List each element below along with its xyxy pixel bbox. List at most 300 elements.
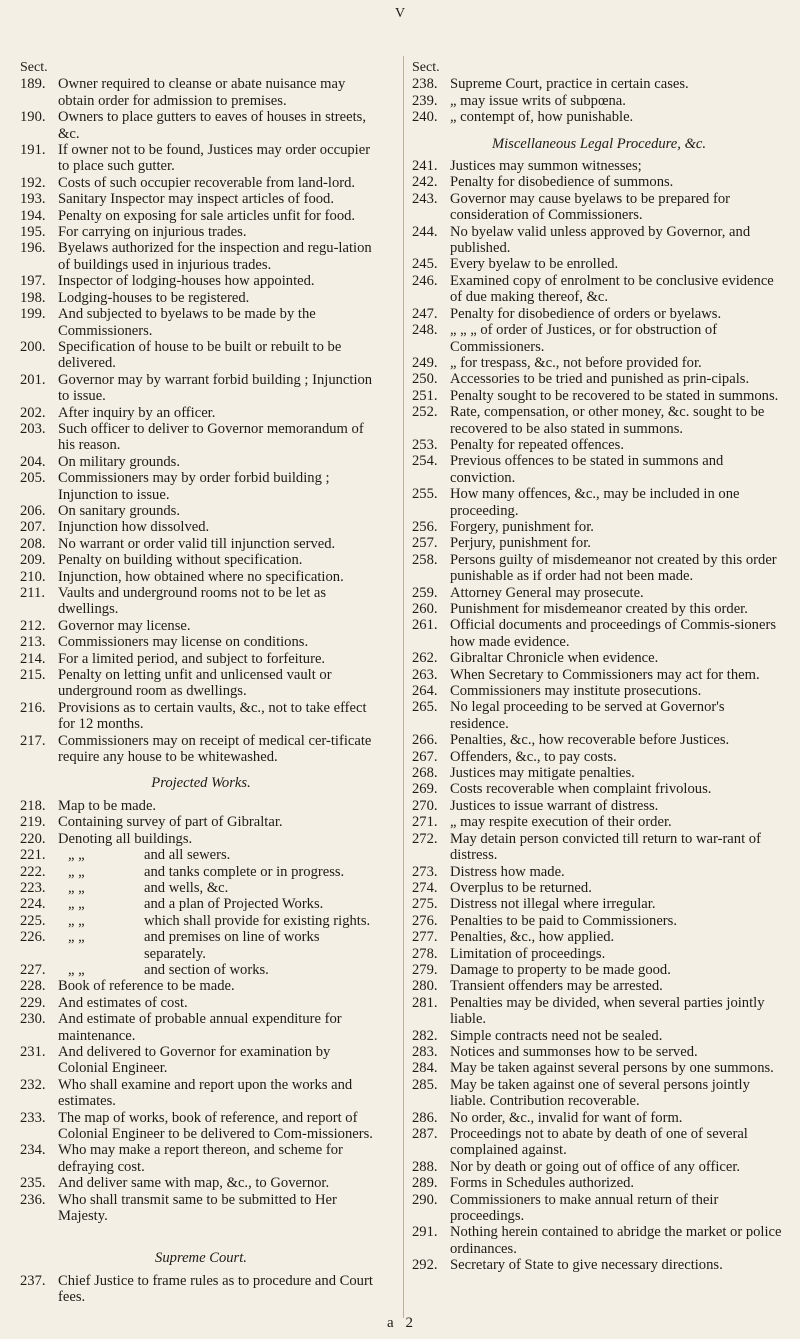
- section-number: 202.: [20, 404, 46, 421]
- section-text: Such officer to deliver to Governor memorandum of his reason.: [58, 420, 364, 454]
- section-text: After inquiry by an officer.: [58, 404, 216, 421]
- section-number: 288.: [412, 1158, 438, 1175]
- section-entry: [412, 978, 786, 994]
- section-text: Containing survey of part of Gibraltar.: [58, 814, 283, 831]
- section-entry: [412, 486, 786, 519]
- section-number: 189.: [20, 76, 46, 93]
- section-text: and premises on line of works separately.: [144, 929, 320, 962]
- section-entry: [412, 355, 786, 371]
- section-entry: [412, 1175, 786, 1191]
- section-text: Specification of house to be built or rebuilt to be delivered.: [58, 338, 342, 372]
- section-text: Damage to property to be made good.: [450, 961, 671, 978]
- section-entry: [20, 1175, 382, 1191]
- section-number: 285.: [412, 1076, 438, 1093]
- section-text: For a limited period, and subject to forfeiture.: [58, 650, 326, 667]
- section-number: 198.: [20, 289, 46, 306]
- section-number: 207.: [20, 519, 46, 536]
- section-entry: [20, 273, 382, 289]
- section-text: And estimate of probable annual expenditure for maintenance.: [58, 1011, 342, 1044]
- section-text: Lodging-houses to be registered.: [58, 289, 250, 306]
- section-entry: [20, 814, 382, 830]
- section-text: which shall provide for existing rights.: [144, 912, 371, 929]
- section-text: „ contempt of, how punishable.: [450, 109, 634, 126]
- section-text: Provisions as to certain vaults, &c., not to take effect for 12 months.: [58, 699, 367, 733]
- ditto-marks: „ „: [68, 912, 85, 929]
- section-entry: [20, 1011, 382, 1044]
- section-number: 240.: [412, 109, 438, 126]
- projected-entry-list: [20, 798, 382, 847]
- left-entry-list-2: [20, 978, 382, 1224]
- section-text: Simple contracts need not be sealed.: [450, 1027, 663, 1044]
- section-number: 210.: [20, 568, 46, 585]
- page-footer: [0, 1315, 800, 1332]
- section-number: 215.: [20, 667, 46, 684]
- sect-label-right: Sect.: [412, 60, 440, 75]
- section-entry: [412, 1044, 786, 1060]
- section-text: Penalty for disobedience of orders or byelaws.: [450, 305, 722, 322]
- section-number: 209.: [20, 552, 46, 569]
- heading-misc-legal: Miscellaneous Legal Procedure, &c.: [491, 135, 707, 152]
- footer-signature: a: [387, 1315, 394, 1331]
- section-entry: [20, 667, 382, 700]
- section-entry: [412, 1224, 786, 1257]
- section-entry: [412, 453, 786, 486]
- section-text: Perjury, punishment for.: [450, 535, 591, 552]
- section-text: „ may respite execution of their order.: [450, 814, 672, 831]
- section-text: May detain person convicted till return to war-rant of distress.: [450, 830, 761, 864]
- section-number: 261.: [412, 617, 438, 634]
- section-entry: [412, 437, 786, 453]
- section-text: Penalty for repeated offences.: [450, 436, 624, 453]
- section-number: 252.: [412, 404, 438, 421]
- section-entry: [20, 339, 382, 372]
- section-entry: [20, 962, 382, 978]
- section-number: 235.: [20, 1175, 46, 1192]
- section-text: Book of reference to be made.: [58, 978, 235, 995]
- section-text: Commissioners may institute prosecutions.: [450, 683, 702, 700]
- section-text: May be taken against one of several persons jointly liable. Contribution recoverable.: [450, 1076, 750, 1110]
- section-number: 255.: [412, 486, 438, 503]
- section-number: 243.: [412, 190, 438, 207]
- section-text: The map of works, book of reference, and report of Colonial Engineer to be delivered to Com-missioners.: [58, 1109, 373, 1142]
- left-entry-list: [20, 76, 382, 765]
- section-text: Proceedings not to abate by death of one of several complained against.: [450, 1126, 748, 1159]
- section-text: Forms in Schedules authorized.: [450, 1175, 635, 1192]
- section-text: Denoting all buildings.: [58, 830, 193, 847]
- section-text: Every byelaw to be enrolled.: [450, 256, 619, 273]
- section-text: „ for trespass, &c., not before provided for.: [450, 354, 702, 371]
- section-number: 284.: [412, 1060, 438, 1077]
- right-entry-list: [412, 76, 786, 125]
- section-text: Official documents and proceedings of Commis-sioners how made evidence.: [450, 617, 776, 650]
- section-number: 238.: [412, 76, 438, 93]
- section-number: 286.: [412, 1109, 438, 1126]
- section-entry: [20, 585, 382, 618]
- section-entry: [20, 896, 382, 912]
- section-entry: [412, 1110, 786, 1126]
- section-entry: [412, 781, 786, 797]
- section-entry: [20, 454, 382, 470]
- section-text: Penalties to be paid to Commissioners.: [450, 912, 677, 929]
- section-text: Previous offences to be stated in summons and conviction.: [450, 453, 724, 486]
- section-number: 268.: [412, 765, 438, 782]
- section-text: Persons guilty of misdemeanor not created by this order punishable as if order had not been made.: [450, 551, 777, 585]
- section-entry: [412, 864, 786, 880]
- section-number: 234.: [20, 1142, 46, 1159]
- section-entry: [20, 1142, 382, 1175]
- section-entry: [412, 191, 786, 224]
- section-number: 251.: [412, 387, 438, 404]
- section-number: 214.: [20, 650, 46, 667]
- section-entry: [20, 1273, 382, 1306]
- section-text: Nor by death or going out of office of any officer.: [450, 1158, 741, 1175]
- heading-supreme-court: Supreme Court.: [155, 1250, 247, 1267]
- section-entry: [412, 962, 786, 978]
- section-number: 250.: [412, 371, 438, 388]
- section-number: 201.: [20, 371, 46, 388]
- section-entry: [412, 946, 786, 962]
- section-number: 280.: [412, 978, 438, 995]
- section-number: 239.: [412, 92, 438, 109]
- section-number: 242.: [412, 174, 438, 191]
- ditto-marks: „ „: [68, 863, 85, 880]
- section-number: 231.: [20, 1043, 46, 1060]
- section-number: 256.: [412, 518, 438, 535]
- section-text: Penalty sought to be recovered to be stated in summons.: [450, 387, 779, 404]
- section-text: Distress how made.: [450, 863, 565, 880]
- section-number: 290.: [412, 1191, 438, 1208]
- section-entry: [412, 995, 786, 1028]
- section-text: Penalty for disobedience of summons.: [450, 174, 674, 191]
- section-text: Governor may license.: [58, 617, 191, 634]
- section-number: 206.: [20, 502, 46, 519]
- section-text: Examined copy of enrolment to be conclusive evidence of due making thereof, &c.: [450, 272, 774, 306]
- section-entry: [412, 109, 786, 125]
- section-number: 232.: [20, 1076, 46, 1093]
- section-text: Justices to issue warrant of distress.: [450, 797, 659, 814]
- section-text: Limitation of proceedings.: [450, 945, 606, 962]
- section-number: 196.: [20, 240, 46, 257]
- section-entry: [20, 913, 382, 929]
- section-number: 248.: [412, 322, 438, 339]
- section-text: Governor may by warrant forbid building ; Injunction to issue.: [58, 371, 373, 405]
- section-number: 247.: [412, 305, 438, 322]
- section-number: 267.: [412, 748, 438, 765]
- section-text: Sanitary Inspector may inspect articles of food.: [58, 191, 334, 208]
- section-number: 230.: [20, 1011, 46, 1028]
- section-entry: [20, 175, 382, 191]
- section-entry: [20, 978, 382, 994]
- section-entry: [412, 93, 786, 109]
- section-text: If owner not to be found, Justices may order occupier to place such gutter.: [58, 142, 371, 175]
- section-number: 275.: [412, 896, 438, 913]
- supreme-entry-list: [20, 1273, 382, 1306]
- section-text: Secretary of State to give necessary directions.: [450, 1257, 723, 1274]
- section-number: 236.: [20, 1191, 46, 1208]
- section-entry: [412, 1257, 786, 1273]
- section-entry: [412, 404, 786, 437]
- section-entry: [412, 1028, 786, 1044]
- section-number: 199.: [20, 306, 46, 323]
- section-number: 208.: [20, 535, 46, 552]
- right-column: [412, 60, 786, 1274]
- section-number: 245.: [412, 256, 438, 273]
- section-entry: [20, 109, 382, 142]
- section-number: 194.: [20, 207, 46, 224]
- section-number: 265.: [412, 699, 438, 716]
- section-number: 241.: [412, 158, 438, 175]
- section-number: 266.: [412, 732, 438, 749]
- ditto-marks: „ „: [68, 896, 85, 913]
- section-entry: [20, 1044, 382, 1077]
- section-number: 291.: [412, 1224, 438, 1241]
- section-entry: [412, 601, 786, 617]
- section-number: 233.: [20, 1109, 46, 1126]
- section-text: Commissioners may license on conditions.: [58, 634, 309, 651]
- ditto-marks: „ „: [68, 879, 85, 896]
- section-entry: [20, 700, 382, 733]
- section-entry: [20, 733, 382, 766]
- section-entry: [412, 174, 786, 190]
- section-number: 254.: [412, 453, 438, 470]
- section-text: Inspector of lodging-houses how appointed.: [58, 273, 315, 290]
- section-entry: [412, 929, 786, 945]
- section-number: 283.: [412, 1043, 438, 1060]
- section-text: Penalties, &c., how recoverable before Justices.: [450, 732, 730, 749]
- section-number: 200.: [20, 338, 46, 355]
- section-entry: [20, 503, 382, 519]
- section-text: Rate, compensation, or other money, &c. sought to be recovered to be also stated in summons.: [450, 404, 765, 437]
- section-number: 270.: [412, 797, 438, 814]
- section-entry: [412, 1192, 786, 1225]
- section-text: Justices may mitigate penalties.: [450, 765, 635, 782]
- section-entry: [412, 765, 786, 781]
- section-number: 262.: [412, 650, 438, 667]
- section-number: 224.: [20, 896, 46, 913]
- section-text: Costs of such occupier recoverable from land-lord.: [58, 174, 356, 191]
- section-text: Map to be made.: [58, 797, 157, 814]
- section-number: 223.: [20, 879, 46, 896]
- section-entry: [20, 405, 382, 421]
- section-entry: [412, 814, 786, 830]
- section-entry: [412, 535, 786, 551]
- section-text: Who shall transmit same to be submitted to Her Majesty.: [58, 1191, 337, 1225]
- section-text: Supreme Court, practice in certain cases.: [450, 76, 689, 93]
- section-entry: [20, 995, 382, 1011]
- section-number: 276.: [412, 912, 438, 929]
- section-entry: [412, 388, 786, 404]
- section-entry: [20, 929, 382, 962]
- section-number: 203.: [20, 420, 46, 437]
- section-text: and tanks complete or in progress.: [144, 863, 345, 880]
- section-number: 281.: [412, 994, 438, 1011]
- section-number: 237.: [20, 1272, 46, 1289]
- section-number: 205.: [20, 470, 46, 487]
- section-entry: [412, 880, 786, 896]
- ditto-marks: „ „: [68, 929, 85, 946]
- section-number: 278.: [412, 945, 438, 962]
- section-entry: [20, 831, 382, 847]
- section-entry: [20, 372, 382, 405]
- section-text: Punishment for misdemeanor created by this order.: [450, 601, 748, 617]
- section-text: Transient offenders may be arrested.: [450, 978, 663, 995]
- section-number: 260.: [412, 601, 438, 617]
- section-entry: [20, 224, 382, 240]
- sect-label: Sect.: [20, 60, 48, 75]
- section-number: 271.: [412, 814, 438, 831]
- section-entry: [412, 519, 786, 535]
- ditto-marks: „ „: [68, 961, 85, 978]
- section-number: 279.: [412, 961, 438, 978]
- section-entry: [20, 1192, 382, 1225]
- section-text: „ may issue writs of subpœna.: [450, 92, 626, 109]
- section-number: 292.: [412, 1257, 438, 1274]
- section-entry: [412, 273, 786, 306]
- section-number: 190.: [20, 109, 46, 126]
- section-text: Justices may summon witnesses;: [450, 158, 642, 175]
- section-number: 222.: [20, 863, 46, 880]
- section-entry: [20, 191, 382, 207]
- section-entry: [412, 322, 786, 355]
- section-entry: [412, 585, 786, 601]
- section-entry: [412, 732, 786, 748]
- section-text: Penalties, &c., how applied.: [450, 929, 615, 946]
- section-text: And deliver same with map, &c., to Governor.: [58, 1175, 330, 1192]
- section-text: On sanitary grounds.: [58, 502, 181, 519]
- section-text: On military grounds.: [58, 453, 181, 470]
- section-number: 228.: [20, 978, 46, 995]
- section-entry: [20, 519, 382, 535]
- section-number: 272.: [412, 830, 438, 847]
- section-entry: [412, 1159, 786, 1175]
- section-text: And estimates of cost.: [58, 994, 188, 1011]
- section-number: 218.: [20, 797, 46, 814]
- section-text: Overplus to be returned.: [450, 879, 592, 896]
- section-entry: [20, 470, 382, 503]
- section-number: 273.: [412, 863, 438, 880]
- section-text: When Secretary to Commissioners may act for them.: [450, 666, 760, 683]
- section-text: Nothing herein contained to abridge the market or police ordinances.: [450, 1224, 782, 1257]
- section-number: 211.: [20, 585, 45, 601]
- section-number: 229.: [20, 994, 46, 1011]
- section-text: Penalty on exposing for sale articles unfit for food.: [58, 207, 356, 224]
- section-text: Vaults and underground rooms not to be let as dwellings.: [58, 585, 327, 618]
- section-entry: [412, 1126, 786, 1159]
- section-number: 287.: [412, 1126, 438, 1142]
- column-divider: [403, 56, 404, 1318]
- section-text: Owner required to cleanse or abate nuisance may obtain order for admission to premises.: [58, 76, 346, 109]
- section-text: Penalty on letting unfit and unlicensed vault or underground room as dwellings.: [58, 667, 332, 700]
- section-text: No order, &c., invalid for want of form.: [450, 1109, 683, 1126]
- right-entry-list-2: [412, 158, 786, 1274]
- section-number: 216.: [20, 699, 46, 716]
- section-text: And subjected to byelaws to be made by the Commissioners.: [58, 306, 316, 339]
- section-number: 226.: [20, 929, 46, 946]
- section-entry: [20, 421, 382, 454]
- page-letter: V: [394, 6, 406, 21]
- section-number: 227.: [20, 961, 46, 978]
- section-number: 244.: [412, 223, 438, 240]
- section-number: 249.: [412, 354, 438, 371]
- section-entry: [20, 864, 382, 880]
- footer-page-number: 2: [405, 1315, 413, 1331]
- section-entry: [20, 880, 382, 896]
- section-number: 277.: [412, 929, 438, 946]
- section-number: 219.: [20, 814, 46, 831]
- section-text: Accessories to be tried and punished as prin-cipals.: [450, 371, 750, 388]
- section-number: 193.: [20, 191, 46, 208]
- section-text: For carrying on injurious trades.: [58, 224, 247, 241]
- section-text: Who may make a report thereon, and scheme for defraying cost.: [58, 1142, 343, 1175]
- section-text: Penalty on building without specification.: [58, 552, 303, 569]
- section-number: 282.: [412, 1027, 438, 1044]
- section-text: No byelaw valid unless approved by Governor, and published.: [450, 223, 751, 257]
- section-text: Injunction, how obtained where no specification.: [58, 568, 344, 585]
- section-text: Chief Justice to frame rules as to procedure and Court fees.: [58, 1272, 373, 1306]
- section-text: Attorney General may prosecute.: [450, 584, 644, 601]
- section-entry: [20, 634, 382, 650]
- section-entry: [20, 1077, 382, 1110]
- section-text: May be taken against several persons by one summons.: [450, 1060, 774, 1077]
- section-text: And delivered to Governor for examination by Colonial Engineer.: [58, 1043, 331, 1077]
- section-entry: [412, 158, 786, 174]
- section-text: Costs recoverable when complaint frivolous.: [450, 781, 712, 798]
- section-number: 217.: [20, 732, 46, 749]
- section-number: 212.: [20, 617, 46, 634]
- section-entry: [412, 699, 786, 732]
- section-entry: [20, 76, 382, 109]
- section-entry: [412, 650, 786, 666]
- section-entry: [20, 536, 382, 552]
- left-column: [20, 60, 382, 1306]
- section-entry: [412, 306, 786, 322]
- section-entry: [20, 306, 382, 339]
- section-entry: [20, 798, 382, 814]
- section-entry: [20, 142, 382, 175]
- section-number: 269.: [412, 781, 438, 798]
- section-entry: [20, 618, 382, 634]
- section-text: No legal proceeding to be served at Governor's residence.: [450, 699, 725, 732]
- section-text: Commissioners may by order forbid building ; Injunction to issue.: [58, 470, 330, 503]
- section-number: 204.: [20, 453, 46, 470]
- section-text: Gibraltar Chronicle when evidence.: [450, 650, 659, 667]
- section-entry: [412, 749, 786, 765]
- section-entry: [20, 651, 382, 667]
- section-entry: [412, 683, 786, 699]
- section-number: 220.: [20, 830, 46, 847]
- section-number: 259.: [412, 584, 438, 601]
- section-number: 257.: [412, 535, 438, 552]
- section-entry: [412, 798, 786, 814]
- section-number: 192.: [20, 174, 46, 191]
- section-number: 225.: [20, 912, 46, 929]
- section-entry: [412, 617, 786, 650]
- section-text: Forgery, punishment for.: [450, 518, 594, 535]
- ditto-entry-list: [20, 847, 382, 978]
- section-text: Governor may cause byelaws to be prepared for consideration of Commissioners.: [450, 190, 731, 224]
- section-number: 289.: [412, 1175, 438, 1192]
- section-entry: [20, 569, 382, 585]
- section-text: Injunction how dissolved.: [58, 519, 210, 536]
- section-text: and a plan of Projected Works.: [144, 896, 324, 913]
- section-entry: [20, 208, 382, 224]
- section-text: Byelaws authorized for the inspection and regu-lation of buildings used in injurious trades.: [58, 240, 372, 273]
- section-entry: [412, 256, 786, 272]
- section-entry: [412, 667, 786, 683]
- section-entry: [412, 76, 786, 92]
- section-entry: [20, 240, 382, 273]
- section-entry: [20, 1110, 382, 1143]
